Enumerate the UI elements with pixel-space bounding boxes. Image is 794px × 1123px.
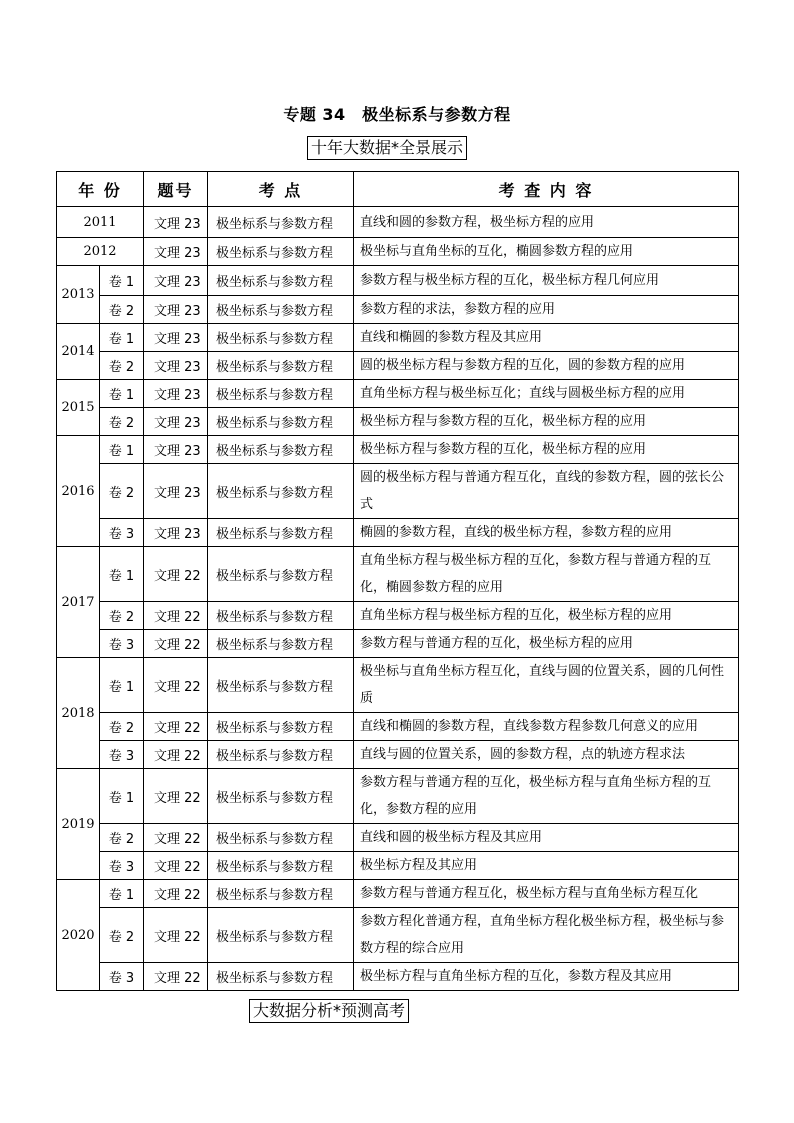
paper-volume-cell: 卷 1	[100, 324, 144, 352]
question-number-cell: 文理 23	[144, 266, 208, 296]
content-cell: 直角坐标方程与极坐标方程的互化，参数方程与普通方程的互化，椭圆参数方程的应用	[354, 547, 739, 602]
content-cell: 参数方程化普通方程，直角坐标方程化极坐标方程，极坐标与参数方程的综合应用	[354, 908, 739, 963]
paper-volume-cell: 卷 2	[100, 408, 144, 436]
table-row	[57, 464, 739, 519]
content-cell: 参数方程与普通方程的互化，极坐标方程的应用	[354, 630, 739, 658]
topic-cell: 极坐标系与参数方程	[208, 296, 354, 324]
content-cell: 参数方程与极坐标方程的互化，极坐标方程几何应用	[354, 266, 739, 296]
topic-cell: 极坐标系与参数方程	[208, 324, 354, 352]
topic-cell: 极坐标系与参数方程	[208, 436, 354, 464]
table-row	[57, 238, 739, 266]
table-row	[57, 852, 739, 880]
content-cell: 椭圆的参数方程，直线的极坐标方程，参数方程的应用	[354, 519, 739, 547]
topic-cell: 极坐标系与参数方程	[208, 547, 354, 602]
table-header-row	[57, 172, 739, 207]
content-cell: 直线和圆的参数方程，极坐标方程的应用	[354, 207, 739, 238]
question-number-cell: 文理 23	[144, 238, 208, 266]
question-number-cell: 文理 22	[144, 824, 208, 852]
table-row	[57, 547, 739, 602]
paper-volume-cell: 卷 2	[100, 352, 144, 380]
year-cell: 2019	[57, 769, 100, 880]
content-cell: 极坐标与直角坐标的互化，椭圆参数方程的应用	[354, 238, 739, 266]
topic-cell: 极坐标系与参数方程	[208, 741, 354, 769]
topic-cell: 极坐标系与参数方程	[208, 824, 354, 852]
content-cell: 极坐标与直角坐标方程互化，直线与圆的位置关系，圆的几何性质	[354, 658, 739, 713]
content-cell: 极坐标方程与参数方程的互化，极坐标方程的应用	[354, 408, 739, 436]
section-label-overview: 十年大数据*全景展示	[307, 136, 467, 160]
paper-volume-cell: 卷 3	[100, 519, 144, 547]
content-cell: 极坐标方程及其应用	[354, 852, 739, 880]
topic-cell: 极坐标系与参数方程	[208, 769, 354, 824]
table-row	[57, 266, 739, 296]
table-row	[57, 408, 739, 436]
question-number-cell: 文理 22	[144, 769, 208, 824]
question-number-cell: 文理 22	[144, 852, 208, 880]
paper-volume-cell: 卷 3	[100, 852, 144, 880]
question-number-cell: 文理 23	[144, 324, 208, 352]
content-cell: 直线与圆的位置关系，圆的参数方程，点的轨迹方程求法	[354, 741, 739, 769]
header-topic: 考 点	[208, 172, 354, 207]
paper-volume-cell: 卷 2	[100, 296, 144, 324]
question-number-cell: 文理 23	[144, 436, 208, 464]
topic-cell: 极坐标系与参数方程	[208, 266, 354, 296]
question-number-cell: 文理 23	[144, 207, 208, 238]
table-row	[57, 207, 739, 238]
table-row	[57, 630, 739, 658]
paper-volume-cell: 卷 2	[100, 464, 144, 519]
table-row	[57, 352, 739, 380]
paper-volume-cell: 卷 1	[100, 880, 144, 908]
content-cell: 参数方程与普通方程互化，极坐标方程与直角坐标方程互化	[354, 880, 739, 908]
header-year: 年 份	[57, 172, 144, 207]
question-number-cell: 文理 22	[144, 602, 208, 630]
question-number-cell: 文理 23	[144, 380, 208, 408]
year-cell: 2016	[57, 436, 100, 547]
topic-cell: 极坐标系与参数方程	[208, 352, 354, 380]
topic-cell: 极坐标系与参数方程	[208, 852, 354, 880]
content-cell: 直角坐标方程与极坐标方程的互化，极坐标方程的应用	[354, 602, 739, 630]
question-number-cell: 文理 23	[144, 408, 208, 436]
content-cell: 极坐标方程与参数方程的互化，极坐标方程的应用	[354, 436, 739, 464]
content-cell: 直线和椭圆的参数方程，直线参数方程参数几何意义的应用	[354, 713, 739, 741]
content-cell: 圆的极坐标方程与普通方程互化，直线的参数方程，圆的弦长公式	[354, 464, 739, 519]
question-number-cell: 文理 22	[144, 630, 208, 658]
topic-cell: 极坐标系与参数方程	[208, 238, 354, 266]
question-number-cell: 文理 22	[144, 963, 208, 991]
table-row	[57, 908, 739, 963]
content-cell: 参数方程与普通方程的互化，极坐标方程与直角坐标方程的互化，参数方程的应用	[354, 769, 739, 824]
topic-cell: 极坐标系与参数方程	[208, 464, 354, 519]
table-row	[57, 713, 739, 741]
year-cell: 2017	[57, 547, 100, 658]
content-cell: 直角坐标方程与极坐标互化；直线与圆极坐标方程的应用	[354, 380, 739, 408]
question-number-cell: 文理 22	[144, 741, 208, 769]
question-number-cell: 文理 23	[144, 296, 208, 324]
paper-volume-cell: 卷 1	[100, 658, 144, 713]
paper-volume-cell: 卷 2	[100, 824, 144, 852]
table-row	[57, 436, 739, 464]
topic-cell: 极坐标系与参数方程	[208, 207, 354, 238]
page-title: 专题 34 极坐标系与参数方程	[283, 105, 511, 124]
question-number-cell: 文理 23	[144, 464, 208, 519]
topic-cell: 极坐标系与参数方程	[208, 908, 354, 963]
year-cell: 2011	[57, 207, 144, 238]
year-cell: 2020	[57, 880, 100, 991]
paper-volume-cell: 卷 2	[100, 713, 144, 741]
topic-cell: 极坐标系与参数方程	[208, 602, 354, 630]
header-content: 考 查 内 容	[354, 172, 739, 207]
table-row	[57, 380, 739, 408]
table-row	[57, 769, 739, 824]
question-number-cell: 文理 22	[144, 658, 208, 713]
paper-volume-cell: 卷 1	[100, 769, 144, 824]
paper-volume-cell: 卷 1	[100, 380, 144, 408]
topic-cell: 极坐标系与参数方程	[208, 408, 354, 436]
topic-cell: 极坐标系与参数方程	[208, 658, 354, 713]
paper-volume-cell: 卷 3	[100, 741, 144, 769]
year-cell: 2013	[57, 266, 100, 324]
topic-cell: 极坐标系与参数方程	[208, 630, 354, 658]
table-row	[57, 741, 739, 769]
topic-cell: 极坐标系与参数方程	[208, 963, 354, 991]
question-number-cell: 文理 22	[144, 880, 208, 908]
content-cell: 直线和椭圆的参数方程及其应用	[354, 324, 739, 352]
table-row	[57, 296, 739, 324]
topic-cell: 极坐标系与参数方程	[208, 880, 354, 908]
table-row	[57, 658, 739, 713]
table-row	[57, 602, 739, 630]
content-cell: 极坐标方程与直角坐标方程的互化，参数方程及其应用	[354, 963, 739, 991]
exam-topic-table	[56, 171, 739, 991]
content-cell: 直线和圆的极坐标方程及其应用	[354, 824, 739, 852]
paper-volume-cell: 卷 3	[100, 963, 144, 991]
header-question-number: 题号	[144, 172, 208, 207]
paper-volume-cell: 卷 1	[100, 266, 144, 296]
topic-cell: 极坐标系与参数方程	[208, 713, 354, 741]
year-cell: 2018	[57, 658, 100, 769]
paper-volume-cell: 卷 1	[100, 547, 144, 602]
table-row	[57, 880, 739, 908]
table-row	[57, 824, 739, 852]
question-number-cell: 文理 22	[144, 547, 208, 602]
topic-cell: 极坐标系与参数方程	[208, 519, 354, 547]
paper-volume-cell: 卷 3	[100, 630, 144, 658]
question-number-cell: 文理 23	[144, 352, 208, 380]
paper-volume-cell: 卷 1	[100, 436, 144, 464]
question-number-cell: 文理 22	[144, 908, 208, 963]
paper-volume-cell: 卷 2	[100, 602, 144, 630]
year-cell: 2014	[57, 324, 100, 380]
table-row	[57, 519, 739, 547]
year-cell: 2015	[57, 380, 100, 436]
table-row	[57, 324, 739, 352]
year-cell: 2012	[57, 238, 144, 266]
topic-cell: 极坐标系与参数方程	[208, 380, 354, 408]
content-cell: 圆的极坐标方程与参数方程的互化，圆的参数方程的应用	[354, 352, 739, 380]
table-row	[57, 963, 739, 991]
question-number-cell: 文理 22	[144, 713, 208, 741]
paper-volume-cell: 卷 2	[100, 908, 144, 963]
section-label-forecast: 大数据分析*预测高考	[249, 999, 409, 1023]
question-number-cell: 文理 23	[144, 519, 208, 547]
content-cell: 参数方程的求法，参数方程的应用	[354, 296, 739, 324]
